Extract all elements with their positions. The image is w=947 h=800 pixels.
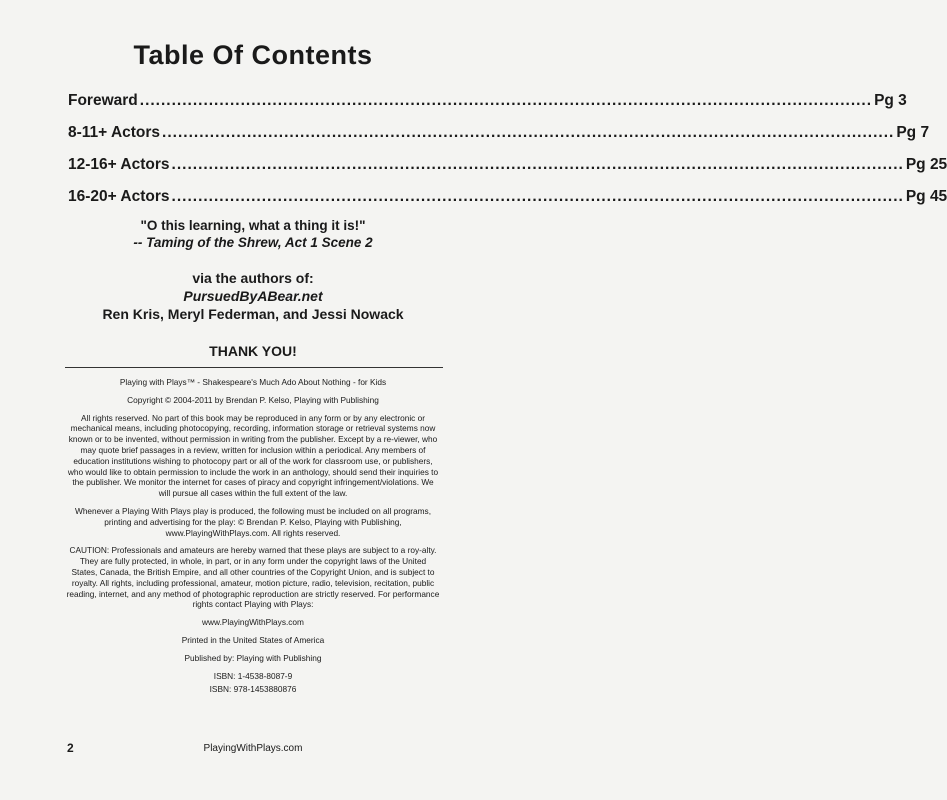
toc-leader-dots: .......................................................................................................................................... — [139, 92, 873, 109]
isbn-10: ISBN: 1-4538-8087-9 — [213, 670, 293, 681]
shakespeare-quote — [0, 217, 506, 251]
production-notice: Whenever a Playing With Plays play is produced, the following must be included on all programs, printing and advertising for the play: © Brendan P. Kelso, Playing with Publishing, www.PlayingWithPlays.com. All rights reserved. — [74, 505, 432, 538]
copyright-line: Copyright © 2004-2011 by Brendan P. Kelso, Playing with Publishing — [127, 394, 379, 405]
toc-entry-label: 8-11+ Actors — [68, 124, 161, 141]
toc-entry-page: Pg 7 — [896, 124, 930, 141]
toc-entry-page: Pg 25 — [905, 156, 947, 173]
book-title-line: Playing with Plays™ - Shakespeare's Much Ado About Nothing - for Kids — [119, 377, 387, 387]
toc-entry-16-20-actors — [68, 188, 947, 220]
website-line: www.PlayingWithPlays.com — [202, 617, 304, 628]
toc-entry-page: Pg 3 — [874, 92, 907, 109]
acknowledgement — [0, 269, 506, 323]
via-intro: via the authors of: — [192, 270, 314, 286]
quote-text: "O this learning, what a thing it is!" — [140, 218, 366, 233]
page-title: Table Of Contents — [133, 40, 373, 70]
printed-line: Printed in the United States of America — [181, 634, 325, 645]
caution-paragraph: CAUTION: Professionals and amateurs are hereby warned that these plays are subject to a roy-alty. They are fully protected, in whole, in part, or in any form under the copyright laws of the United States, Canada, the British Empire, and all other countries of the Copyright Union, and is subject to royalty. All rights, including professional, amateur, motion picture, radio, television, recitation, public reading, internet, and any method of photographic reproduction are strictly reserved. For performance rights contact Playing with Plays: — [66, 545, 440, 610]
copyright-block — [66, 377, 440, 698]
via-authors: Ren Kris, Meryl Federman, and Jessi Nowack — [102, 306, 404, 322]
table-of-contents — [68, 92, 947, 220]
toc-entry-label: 12-16+ Actors — [68, 156, 170, 173]
toc-entry-12-16-actors — [68, 156, 947, 188]
toc-leader-dots: .......................................................................................................................................... — [162, 124, 895, 141]
toc-entry-8-11-actors — [68, 124, 930, 156]
quote-source: -- Taming of the Shrew, Act 1 Scene 2 — [133, 235, 373, 250]
page-number: 2 — [67, 741, 74, 755]
via-site: PursuedByABear.net — [183, 288, 323, 304]
divider — [65, 367, 443, 368]
toc-entry-foreward — [68, 92, 907, 124]
toc-leader-dots: .......................................................................................................................................... — [171, 188, 904, 205]
toc-entry-label: Foreward — [68, 92, 138, 109]
thank-you-text: THANK YOU! — [209, 343, 297, 359]
isbn-13: ISBN: 978-1453880876 — [209, 684, 297, 695]
footer-site: PlayingWithPlays.com — [203, 743, 303, 754]
toc-entry-page: Pg 45 — [905, 188, 947, 205]
published-line: Published by: Playing with Publishing — [184, 652, 322, 663]
toc-entry-label: 16-20+ Actors — [68, 188, 170, 205]
toc-leader-dots: .......................................................................................................................................... — [171, 156, 904, 173]
rights-paragraph: All rights reserved. No part of this book may be reproduced in any form or by any electronic or mechanical means, including photocopying, recording, information storage or retrieval systems now known or to be invented, without permission in writing from the publisher. Except by a re-viewer, who may quote brief passages in a review, written for inclusion within a periodical. Any members of education institutions wishing to photocopy part or all of the work for classroom use, or publishers, who would like to obtain permission to include the work in an anthology, should send their inquiries to the publisher. We monitor the internet for cases of piracy and copyright infringement/violations. We will pursue all cases within the full extent of the law. — [67, 412, 439, 499]
